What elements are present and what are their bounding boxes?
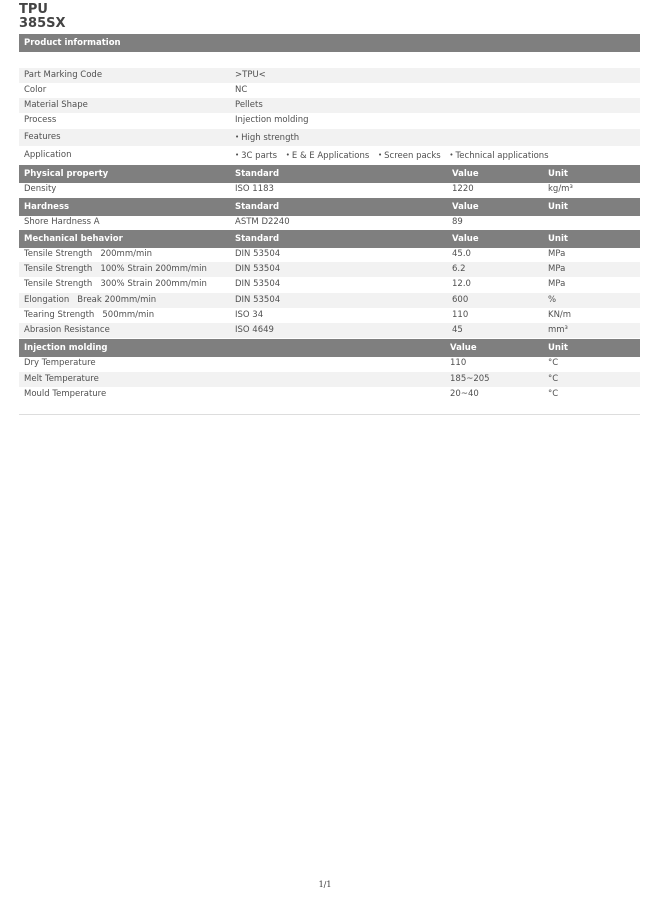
property-standard: ASTM D2240	[235, 217, 290, 227]
property-value: 600	[452, 295, 469, 305]
property-unit: kg/m³	[548, 184, 573, 194]
property-name: Abrasion Resistance	[24, 325, 110, 335]
property-value: 6.2	[452, 264, 466, 274]
property-standard: DIN 53504	[235, 264, 281, 274]
property-unit: MPa	[548, 279, 566, 289]
column-header-value: Value	[450, 343, 477, 353]
property-name: Tensile Strength 300% Strain 200mm/min	[24, 279, 207, 289]
table-row	[19, 98, 640, 113]
property-unit: °C	[548, 374, 559, 384]
document-title-material: TPU	[19, 2, 48, 17]
row-value: Pellets	[235, 100, 263, 110]
table-row	[19, 356, 640, 371]
table-row	[19, 83, 640, 98]
table-row	[19, 308, 640, 323]
row-label: Part Marking Code	[24, 70, 103, 80]
page-number: 1/1	[318, 880, 332, 889]
row-label: Features	[24, 132, 61, 142]
bullet-icon: •	[235, 151, 240, 159]
table-row	[19, 277, 640, 292]
property-unit: mm³	[548, 325, 568, 335]
table-row-application	[19, 147, 640, 164]
column-header-unit: Unit	[548, 202, 568, 212]
property-value: 185~205	[450, 374, 490, 384]
property-name: Dry Temperature	[24, 358, 96, 368]
application-item: • E & E Applications	[285, 151, 370, 161]
table-row-features	[19, 129, 640, 146]
table-row	[19, 215, 640, 230]
physical-property-header	[19, 165, 640, 183]
property-name: Tearing Strength 500mm/min	[24, 310, 155, 320]
table-row	[19, 68, 640, 83]
mechanical-behavior-header	[19, 230, 640, 248]
table-row	[19, 372, 640, 387]
property-standard: DIN 53504	[235, 249, 281, 259]
property-name: Shore Hardness A	[24, 217, 100, 227]
column-header-standard: Standard	[235, 202, 280, 212]
product-information-header	[19, 34, 640, 52]
property-standard: DIN 53504	[235, 279, 281, 289]
column-header-value: Value	[452, 169, 479, 179]
property-value: 110	[452, 310, 469, 320]
bullet-icon: •	[378, 151, 383, 159]
row-label: Material Shape	[24, 100, 88, 110]
table-row	[19, 247, 640, 262]
property-value: 12.0	[452, 279, 471, 289]
column-header-unit: Unit	[548, 169, 568, 179]
property-value: 1220	[452, 184, 474, 194]
row-value: >TPU<	[235, 70, 266, 80]
property-value: 45.0	[452, 249, 471, 259]
row-value: NC	[235, 85, 248, 95]
table-row	[19, 262, 640, 277]
injection-molding-header	[19, 339, 640, 357]
property-unit: MPa	[548, 264, 566, 274]
section-title: Mechanical behavior	[24, 234, 123, 244]
property-name: Elongation Break 200mm/min	[24, 295, 157, 305]
property-unit: MPa	[548, 249, 566, 259]
property-standard: DIN 53504	[235, 295, 281, 305]
property-unit: %	[548, 295, 557, 305]
row-label: Process	[24, 115, 57, 125]
section-title: Physical property	[24, 169, 109, 179]
property-name: Melt Temperature	[24, 374, 99, 384]
property-standard: ISO 4649	[235, 325, 274, 335]
column-header-standard: Standard	[235, 169, 280, 179]
property-name: Tensile Strength 100% Strain 200mm/min	[24, 264, 207, 274]
section-title: Hardness	[24, 202, 70, 212]
application-item: • Technical applications	[449, 151, 549, 161]
row-label: Color	[24, 85, 47, 95]
section-title: Injection molding	[24, 343, 108, 353]
table-row	[19, 387, 640, 402]
property-value: 89	[452, 217, 463, 227]
column-header-unit: Unit	[548, 234, 568, 244]
application-list	[235, 147, 555, 165]
property-standard: ISO 34	[235, 310, 264, 320]
table-row	[19, 182, 640, 197]
table-bottom-divider	[19, 414, 640, 415]
table-row	[19, 113, 640, 128]
property-name: Tensile Strength 200mm/min	[24, 249, 152, 259]
document-title-grade: 385SX	[19, 16, 66, 31]
bullet-icon: •	[285, 151, 290, 159]
application-item: • Screen packs	[378, 151, 441, 161]
feature-item: • High strength	[235, 133, 300, 143]
property-name: Mould Temperature	[24, 389, 107, 399]
row-value: Injection molding	[235, 115, 309, 125]
row-label: Application	[24, 150, 72, 160]
column-header-value: Value	[452, 234, 479, 244]
bullet-icon: •	[449, 151, 454, 159]
property-value: 45	[452, 325, 463, 335]
column-header-standard: Standard	[235, 234, 280, 244]
section-title: Product information	[24, 38, 121, 48]
property-unit: °C	[548, 358, 559, 368]
property-value: 110	[450, 358, 467, 368]
bullet-icon: •	[235, 133, 240, 141]
hardness-header	[19, 198, 640, 216]
property-standard: ISO 1183	[235, 184, 274, 194]
property-value: 20~40	[450, 389, 479, 399]
features-list	[235, 129, 305, 147]
column-header-value: Value	[452, 202, 479, 212]
property-unit: °C	[548, 389, 559, 399]
table-row	[19, 323, 640, 338]
property-name: Density	[24, 184, 57, 194]
table-row	[19, 293, 640, 308]
application-item: • 3C parts	[235, 151, 278, 161]
property-unit: KN/m	[548, 310, 572, 320]
column-header-unit: Unit	[548, 343, 568, 353]
